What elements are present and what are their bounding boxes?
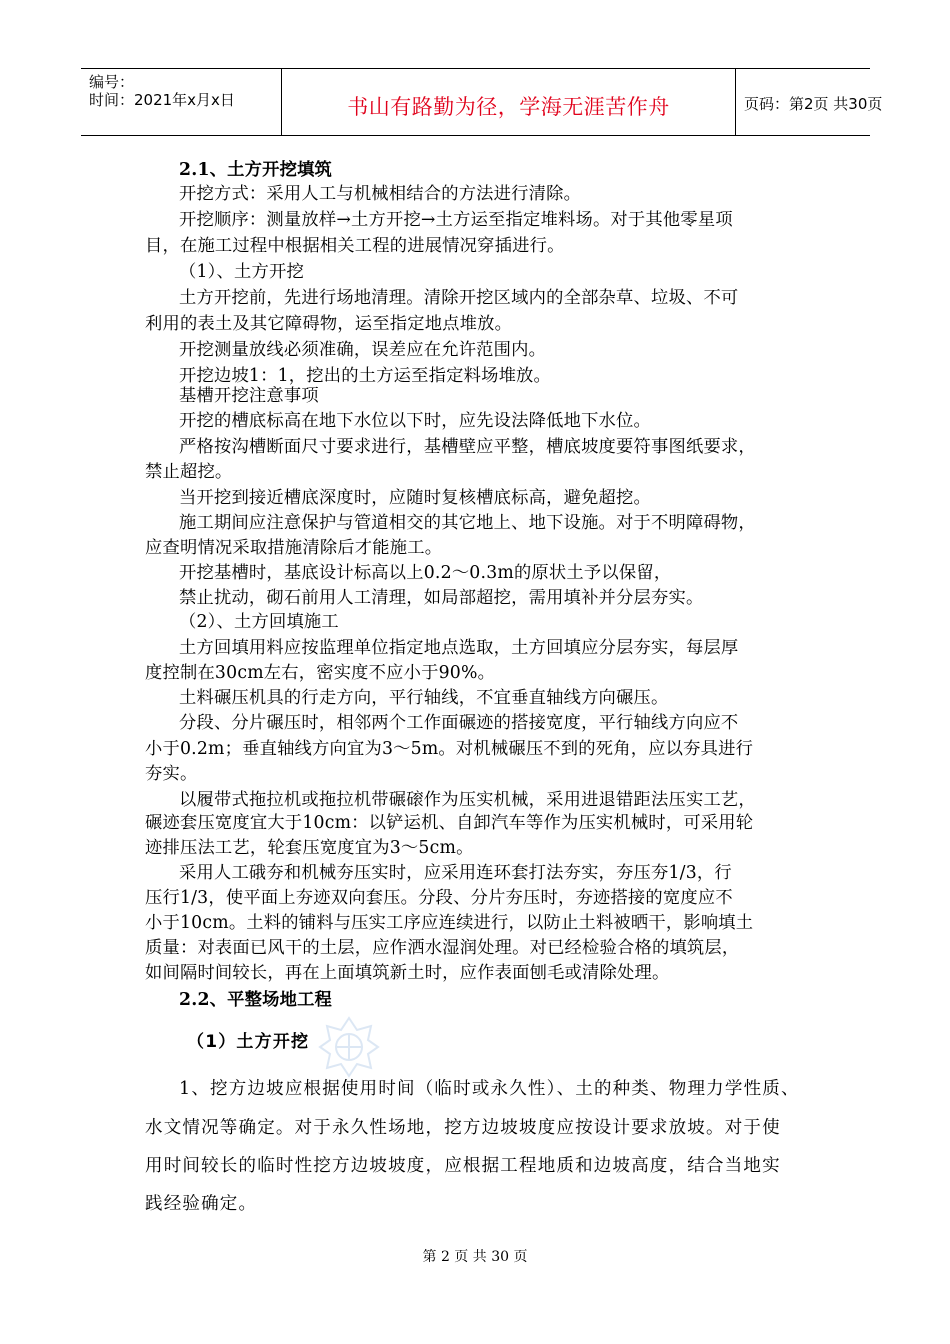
page-info: 页码：第2页 共30页 [744,95,883,113]
paragraph-line: 碾迹套压宽度宜大于10cm：以铲运机、自卸汽车等作为压实机械时，可采用轮 [145,813,754,833]
page-header [81,68,883,136]
paragraph-line: 1、挖方边坡应根据使用时间（临时或永久性）、土的种类、物理力学性质、 [179,1079,800,1099]
date-label: 时间：2021年x月x日 [89,91,235,109]
paragraph-line: 用时间较长的临时性挖方边坡坡度，应根据工程地质和边坡高度，结合当地实 [145,1156,781,1176]
header-motto-cell [282,69,736,135]
paragraph-line: 开挖方式：采用人工与机械相结合的方法进行清除。 [179,184,582,204]
motto-text: 书山有路勤为径，学海无涯苦作舟 [347,95,670,119]
paragraph-line: 当开挖到接近槽底深度时，应随时复核槽底标高，避免超挖。 [179,488,651,508]
paragraph-line: 迹排压法工艺，轮套压宽度宜为3～5cm。 [145,838,474,858]
paragraph-line: 开挖的槽底标高在地下水位以下时，应先设法降低地下水位。 [179,411,651,431]
subsection-heading: （2）、土方回填施工 [179,612,339,632]
paragraph-line: 水文情况等确定。对于永久性场地，挖方边坡坡度应按设计要求放坡。对于使 [145,1118,781,1138]
paragraph-line: 以履带式拖拉机或拖拉机带碾磙作为压实机械，采用进退错距法压实工艺， [179,790,756,810]
paragraph-line: 土方回填用料应按监理单位指定地点选取，土方回填应分层夯实，每层厚 [179,638,739,658]
paragraph-line: 开挖边坡1：1，挖出的土方运至指定料场堆放。 [179,366,552,386]
paragraph-line: 如间隔时间较长，再在上面填筑新土时，应作表面刨毛或清除处理。 [145,963,670,983]
section-title: 2.2、平整场地工程 [179,990,333,1010]
subsection-title: （1）土方开挖 [187,1032,310,1052]
paragraph-line: 度控制在30cm左右，密实度不应小于90%。 [145,663,496,683]
paragraph-line: 采用人工硪夯和机械夯压实时，应采用连环套打法夯实，夯压夯1/3，行 [179,863,732,883]
header-meta-cell [81,69,282,135]
paragraph-line: 践经验确定。 [145,1194,258,1214]
paragraph-line: 分段、分片碾压时，相邻两个工作面碾迹的搭接宽度，平行轴线方向应不 [179,713,739,733]
paragraph-line: 压行1/3，使平面上夯迹双向套压。分段、分片夯压时，夯迹搭接的宽度应不 [145,888,733,908]
paragraph-line: 夯实。 [145,764,198,784]
paragraph-heading: 基槽开挖注意事项 [179,386,319,406]
serial-label: 编号： [89,73,135,91]
paragraph-line: 土料碾压机具的行走方向，平行轴线，不宜垂直轴线方向碾压。 [179,688,669,708]
header-page-cell [736,69,883,135]
paragraph-line: 目，在施工过程中根据相关工程的进展情况穿插进行。 [145,236,565,256]
paragraph-line: 质量：对表面已风干的土层，应作洒水湿润处理。对已经检验合格的填筑层， [145,938,740,958]
paragraph-line: 施工期间应注意保护与管道相交的其它地上、地下设施。对于不明障碍物， [179,513,756,533]
paragraph-line: 开挖顺序：测量放样→土方开挖→土方运至指定堆料场。对于其他零星项 [179,210,733,230]
page-footer: 第 2 页 共 30 页 [422,1249,528,1265]
paragraph-line: 禁止扰动，砌石前用人工清理，如局部超挖，需用填补并分层夯实。 [179,588,704,608]
paragraph-line: 利用的表土及其它障碍物，运至指定地点堆放。 [145,314,513,334]
paragraph-line: 小于10cm。土料的铺料与压实工序应连续进行，以防止土料被晒干，影响填土 [145,913,754,933]
subsection-heading: （1）、土方开挖 [179,262,304,282]
paragraph-line: 土方开挖前，先进行场地清理。清除开挖区域内的全部杂草、垃圾、不可 [179,288,739,308]
paragraph-line: 开挖基槽时，基底设计标高以上0.2～0.3m的原状土予以保留， [179,563,672,583]
section-title: 2.1、土方开挖填筑 [179,160,333,180]
snowflake-watermark-icon [318,1016,380,1078]
paragraph-line: 应查明情况采取措施清除后才能施工。 [145,538,443,558]
paragraph-line: 严格按沟槽断面尺寸要求进行，基槽壁应平整，槽底坡度要符事图纸要求， [179,437,756,457]
paragraph-line: 开挖测量放线必须准确，误差应在允许范围内。 [179,340,547,360]
paragraph-line: 小于0.2m；垂直轴线方向宜为3～5m。对机械碾压不到的死角，应以夯具进行 [145,739,754,759]
paragraph-line: 禁止超挖。 [145,462,233,482]
